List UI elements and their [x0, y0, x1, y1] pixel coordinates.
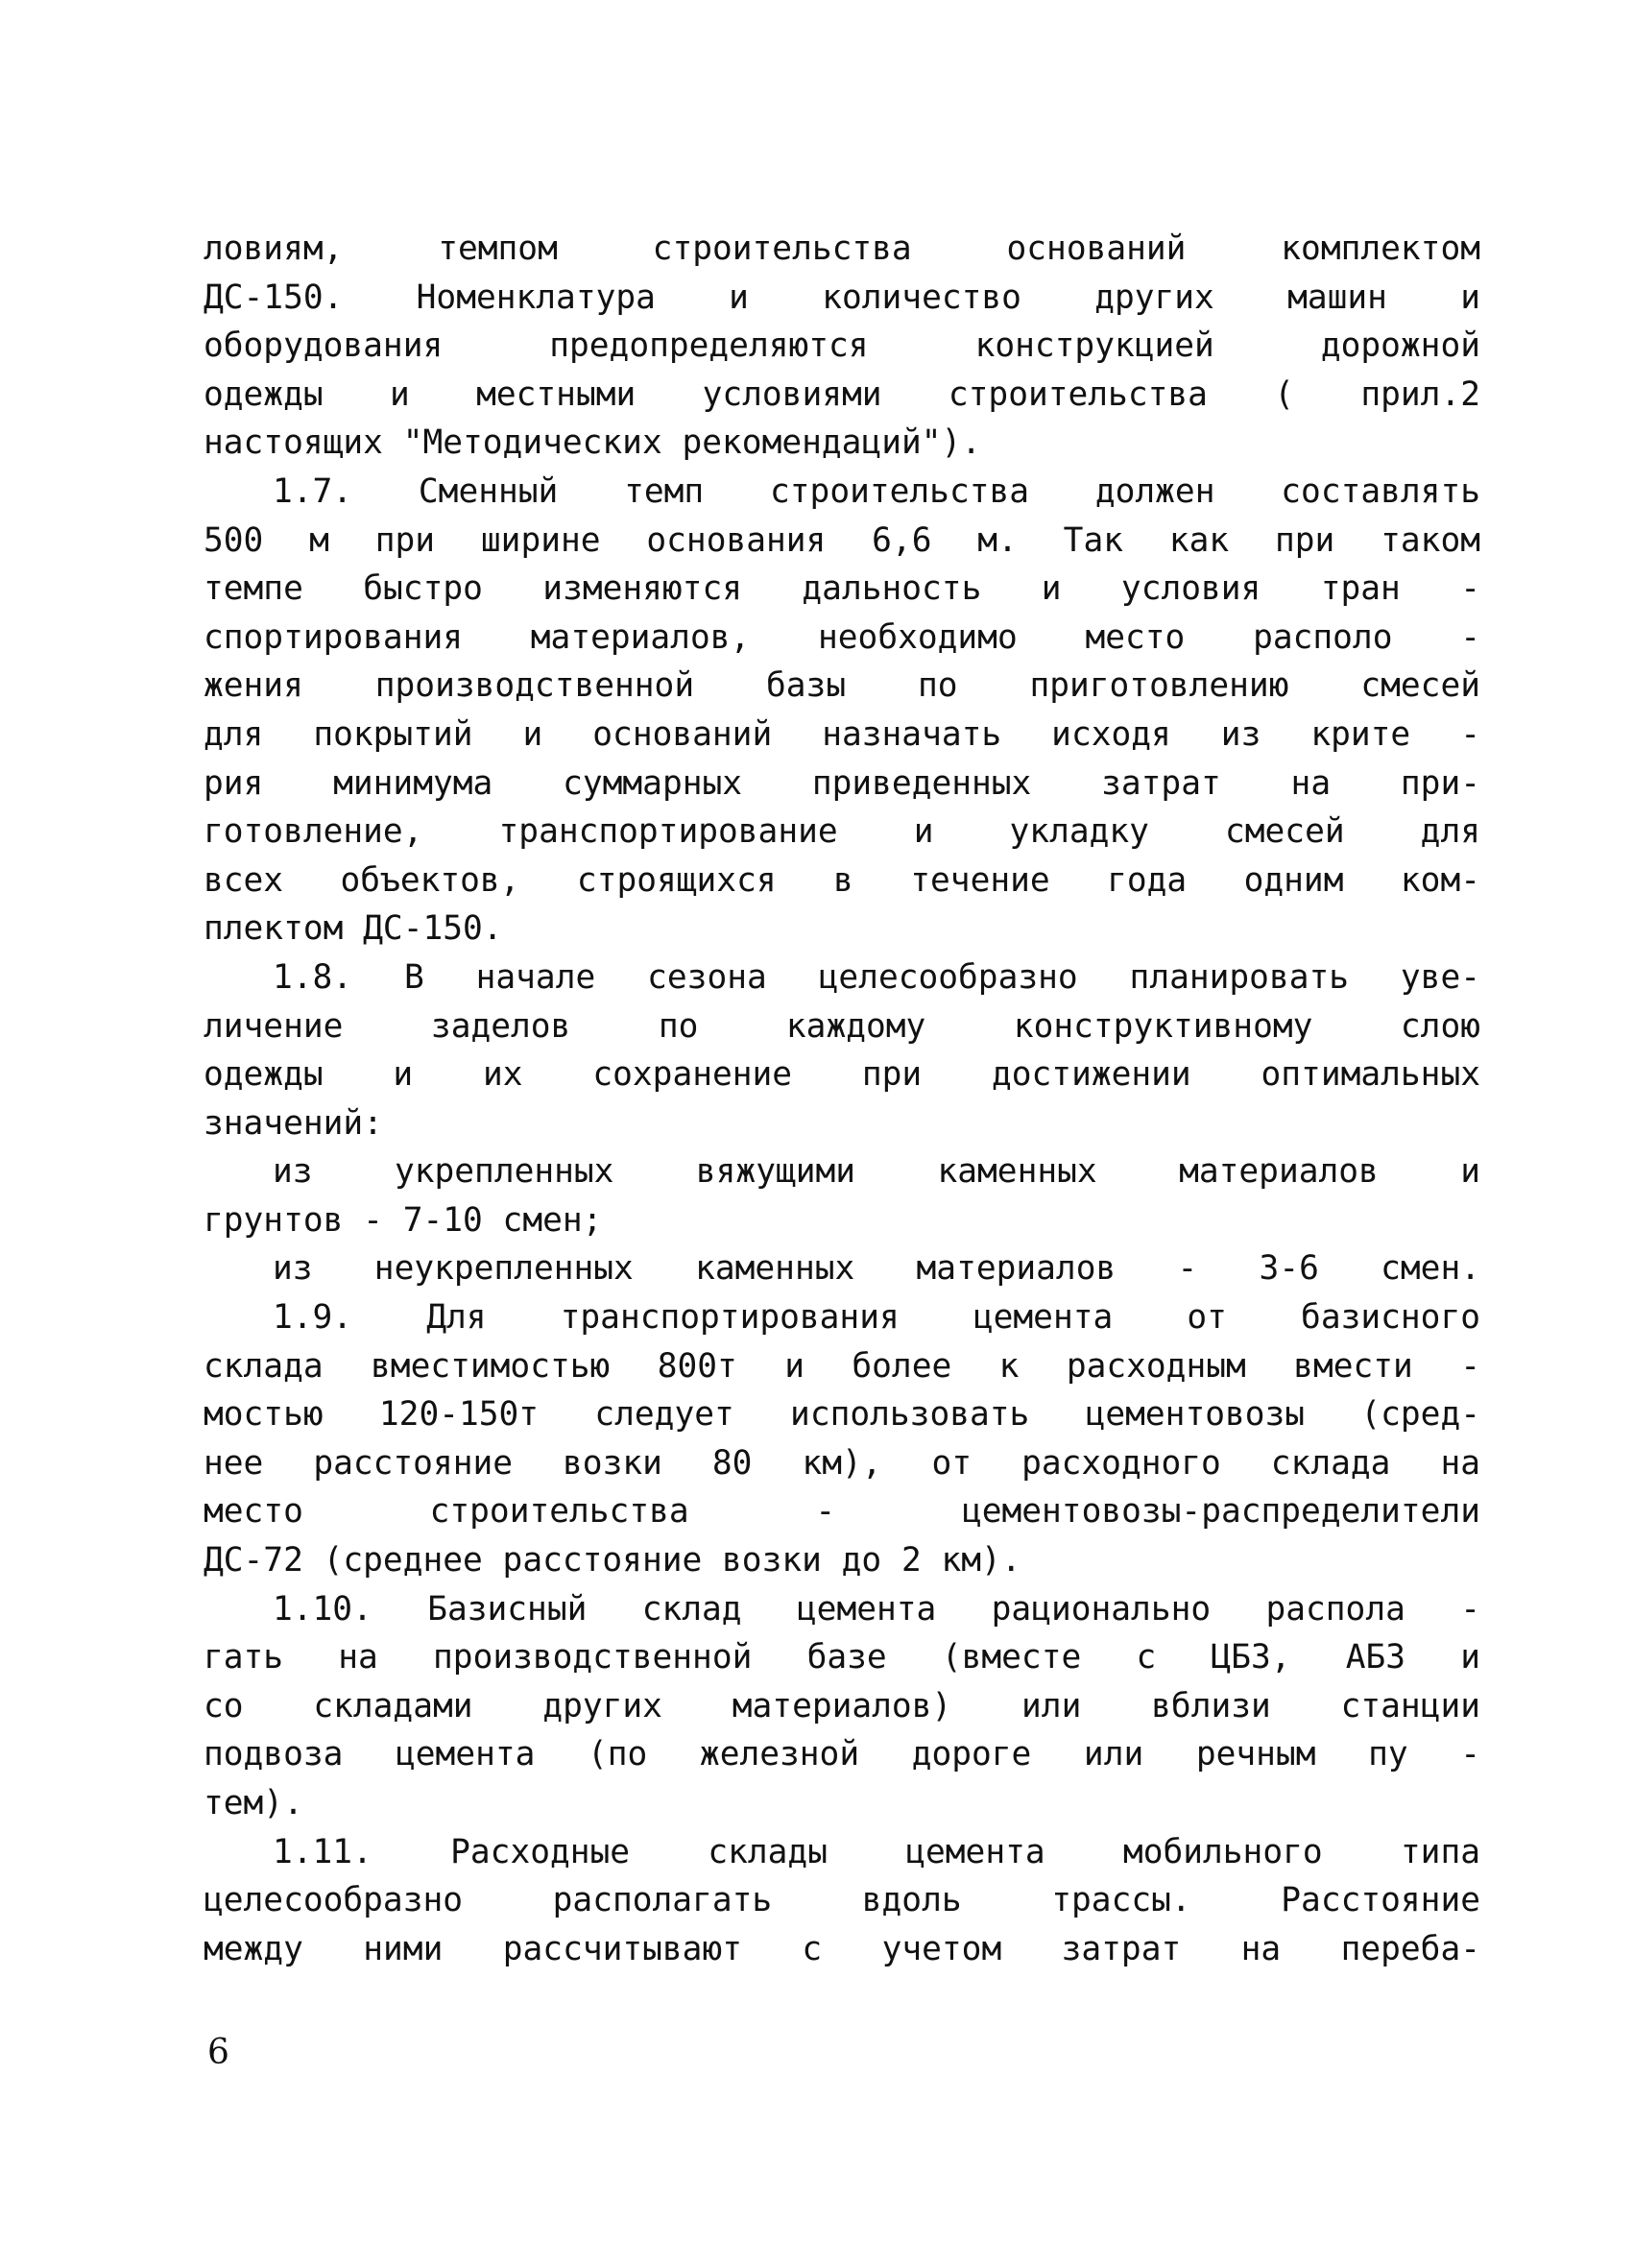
text-line: 500 м при ширине основания 6,6 м. Так как при таком: [204, 520, 1480, 560]
text-line: ДС-72 (среднее расстояние возки до 2 км).: [204, 1541, 1021, 1580]
text-line: место строительства - цементовозы-распределители: [204, 1492, 1480, 1532]
text-line: ДС-150. Номенклатура и количество других машин и: [204, 277, 1480, 317]
text-line: тем).: [204, 1784, 303, 1822]
text-line: 1.9. Для транспортирования цемента от базисного: [273, 1298, 1480, 1338]
text-line: склада вместимостью 800т и более к расходным вмести -: [204, 1346, 1480, 1386]
text-line: одежды и их сохранение при достижении оптимальных: [204, 1055, 1480, 1095]
text-line: из неукрепленных каменных материалов - 3-6 смен.: [273, 1249, 1480, 1289]
text-line: личение заделов по каждому конструктивному слою: [204, 1006, 1480, 1046]
text-line: для покрытий и оснований назначать исходя из крите -: [204, 714, 1480, 754]
text-line: между ними рассчитывают с учетом затрат на переба-: [204, 1929, 1480, 1968]
text-line: 1.7. Сменный темп строительства должен составлять: [273, 471, 1480, 511]
text-line: рия минимума суммарных приведенных затрат на при-: [204, 763, 1480, 803]
text-line: нее расстояние возки 80 км), от расходного склада на: [204, 1443, 1480, 1483]
text-line: темпе быстро изменяются дальность и условия тран -: [204, 569, 1480, 609]
text-line: плектом ДС-150.: [204, 909, 503, 949]
text-line: 1.11. Расходные склады цемента мобильного типа: [273, 1832, 1480, 1871]
text-line: оборудования предопределяются конструкцией дорожной: [204, 326, 1480, 366]
text-line: подвоза цемента (по железной дороге или речным пу -: [204, 1735, 1480, 1774]
text-line: 1.10. Базисный склад цемента рационально распола -: [273, 1589, 1480, 1629]
text-line: мостью 120-150т следует использовать цементовозы (сред-: [204, 1395, 1480, 1435]
text-line: 1.8. В начале сезона целесообразно планировать уве-: [273, 957, 1480, 997]
text-line: настоящих "Методических рекомендаций").: [204, 423, 982, 463]
text-line: всех объектов, строящихся в течение года одним ком-: [204, 860, 1480, 900]
text-line: готовление, транспортирование и укладку смесей для: [204, 812, 1480, 852]
text-line: одежды и местными условиями строительства ( прил.2: [204, 374, 1480, 414]
body-text: [204, 225, 1480, 1973]
page-number: 6: [207, 2033, 229, 2072]
text-line: со складами других материалов) или вблизи станции: [204, 1686, 1480, 1725]
text-line: значений:: [204, 1103, 383, 1143]
text-line: грунтов - 7-10 смен;: [204, 1200, 603, 1240]
text-line: жения производственной базы по приготовлению смесей: [204, 666, 1480, 706]
text-line: гать на производственной базе (вместе с ЦБЗ, АБЗ и: [204, 1638, 1480, 1677]
text-line: из укрепленных вяжущими каменных материалов и: [273, 1152, 1480, 1192]
text-line: ловиям, темпом строительства оснований комплектом: [204, 229, 1480, 268]
text-line: целесообразно располагать вдоль трассы. Расстояние: [204, 1881, 1480, 1920]
text-line: спортирования материалов, необходимо место располо -: [204, 617, 1480, 657]
